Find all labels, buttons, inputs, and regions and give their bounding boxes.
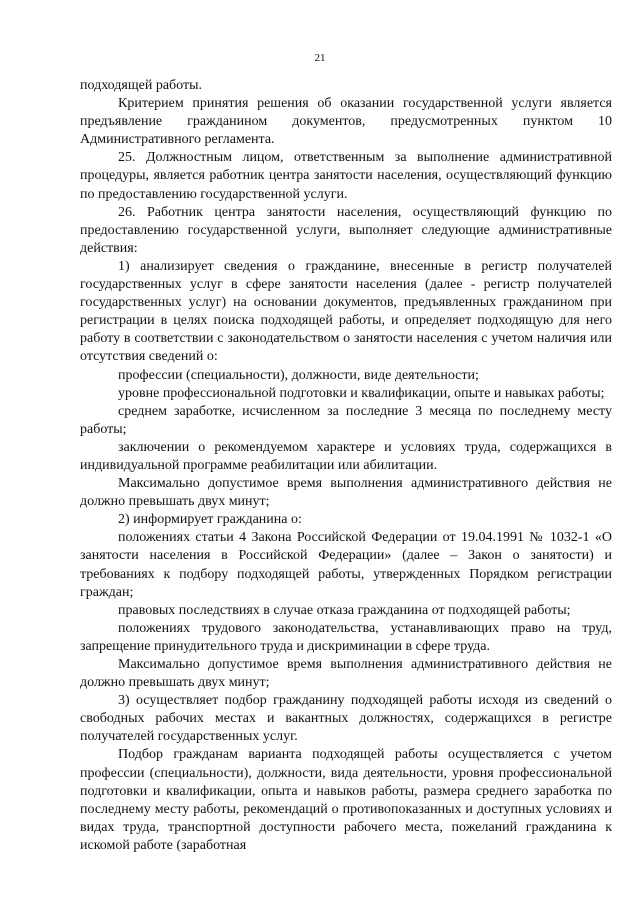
paragraph: 26. Работник центра занятости населения, осуществляющий функцию по предоставлению государственной услуги, выполняет следующие административные действия: bbox=[80, 204, 612, 256]
body-text bbox=[80, 77, 612, 855]
paragraph: 3) осуществляет подбор гражданину подходящей работы исходя из сведений о свободных рабочих местах и вакантных должностях, содержащихся в регистре получателей государственных услуг. bbox=[80, 693, 612, 745]
paragraph: Подбор гражданам варианта подходящей работы осуществляется с учетом профессии (специальности), должности, вида деятельности, уровня профессиональной подготовки и квалификации, опыта и навыков работы, размера среднего заработка по последнему месту работы, рекомендаций о противопоказанных и доступных условиях и видах труда, транспортной доступности рабочего места, пожеланий гражданина к искомой работе (заработная bbox=[80, 747, 612, 853]
paragraph: 1) анализирует сведения о гражданине, внесенные в регистр получателей государственных услуг в сфере занятости населения (далее - регистр получателей государственных услуг) на основании документов, предъявленных гражданином при регистрации в целях поиска подходящей работы, и определяет подходящую для него работу в соответствии с законодательством о занятости населения с учетом наличия или отсутствия сведений о: bbox=[80, 258, 612, 365]
paragraph: подходящей работы. bbox=[80, 78, 203, 93]
paragraph: положениях статьи 4 Закона Российской Федерации от 19.04.1991 № 1032-1 «О занятости населения в Российской Федерации» (далее – Закон о занятости) и требованиях к подбору подходящей работы, утвержденных Порядком регистрации граждан; bbox=[80, 530, 612, 600]
page-number: 21 bbox=[314, 52, 326, 64]
paragraph: Максимально допустимое время выполнения административного действия не должно превышать двух минут; bbox=[80, 476, 612, 510]
paragraph: 25. Должностным лицом, ответственным за выполнение административной процедуры, является работник центра занятости населения, осуществляющий функцию по предоставлению государственной услуги. bbox=[80, 150, 612, 202]
paragraph: профессии (специальности), должности, виде деятельности; bbox=[118, 367, 479, 383]
paragraph: среднем заработке, исчисленном за последние 3 месяца по последнему месту работы; bbox=[80, 403, 612, 437]
paragraph: Максимально допустимое время выполнения административного действия не должно превышать двух минут; bbox=[80, 657, 612, 691]
paragraph: правовых последствиях в случае отказа гражданина от подходящей работы; bbox=[118, 602, 571, 618]
paragraph: 2) информирует гражданина о: bbox=[118, 512, 302, 528]
paragraph: уровне профессиональной подготовки и квалификации, опыте и навыках работы; bbox=[118, 385, 605, 401]
paragraph: положениях трудового законодательства, устанавливающих право на труд, запрещение принудительного труда и дискриминации в сфере труда. bbox=[80, 620, 612, 654]
paragraph: заключении о рекомендуемом характере и условиях труда, содержащихся в индивидуальной программе реабилитации или абилитации. bbox=[80, 439, 612, 473]
paragraph: Критерием принятия решения об оказании государственной услуги является предъявление гражданином документов, предусмотренных пунктом 10 Административного регламента. bbox=[80, 96, 612, 148]
